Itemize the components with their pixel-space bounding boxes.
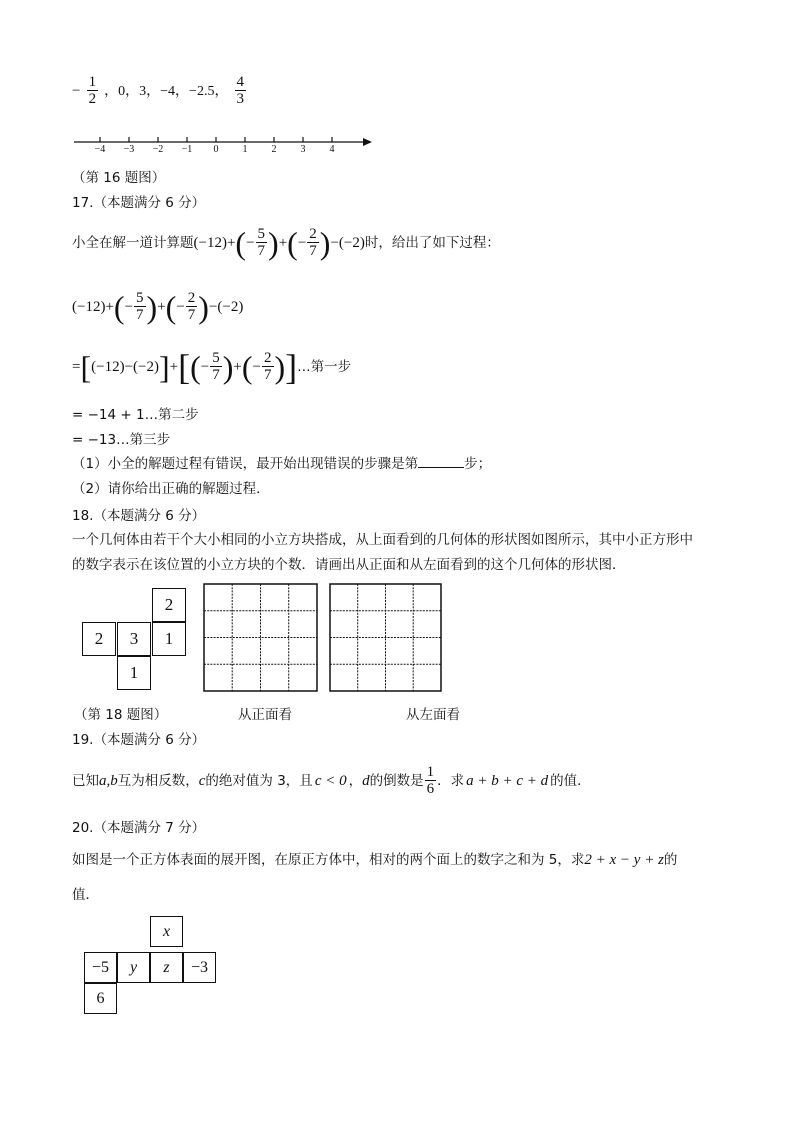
top-view-cell: 1 (117, 656, 151, 690)
paren: ( (165, 288, 177, 325)
answer-blank[interactable] (418, 455, 464, 468)
expr-term: (−12) (72, 298, 106, 315)
minus-sign: − (124, 358, 134, 375)
minus-sign: − (297, 234, 307, 251)
fraction: $\frac{5}{7}$ (136, 290, 144, 323)
paren: ( (190, 348, 201, 385)
left-view-label: 从左面看 (406, 707, 460, 723)
minus-sign: − (72, 83, 81, 99)
expr-term: (−2) (133, 358, 159, 375)
top-view-cell: 2 (152, 588, 186, 622)
equals-sign: = (72, 358, 81, 375)
q17-header: 17.（本题满分 6 分） (72, 195, 206, 211)
q17-step2: = −14 + 1…第二步 (72, 407, 199, 423)
q17-intro (72, 226, 500, 259)
q18-line1: 一个几何体由若干个大小相同的小立方块搭成，从上面看到的几何体的形状图如图所示，其中小正方形中 (72, 532, 693, 548)
q17-intro-post: 时，给出了如下过程： (364, 234, 500, 251)
q19-text: 已知 (72, 772, 99, 789)
fraction: $\frac{2}{7}$ (264, 350, 272, 383)
q19-text: 互为相反数， (117, 772, 199, 789)
net-face: −3 (183, 952, 216, 983)
net-face: z (150, 952, 183, 983)
part1-suffix: 步； (464, 456, 492, 472)
expr-term: (−2) (338, 234, 365, 251)
paren: ( (287, 224, 298, 261)
comma: , (106, 772, 111, 789)
net-face: x (150, 916, 183, 947)
bracket: [ (80, 348, 92, 385)
q16-number-list (72, 74, 247, 107)
number-line-tick-label: 2 (271, 144, 277, 155)
paren: ) (146, 288, 158, 325)
q19-text: 的倒数是 (369, 772, 424, 789)
minus-sign: − (246, 234, 255, 251)
fraction: $\frac{5}{7}$ (212, 350, 220, 383)
paren: ) (222, 348, 234, 385)
minus-sign: − (208, 298, 218, 315)
number-line-tick-label: −3 (123, 144, 135, 155)
top-view-cell: 1 (152, 622, 186, 656)
expr-term: (−12) (91, 358, 125, 375)
q17-intro-pre: 小全在解一道计算题 (72, 234, 194, 251)
left-view-grid[interactable] (329, 583, 443, 693)
q20-text: 如图是一个正方体表面的展开图，在原正方体中，相对的两个面上的数字之和为 5，求 (72, 852, 585, 868)
paren: ) (268, 224, 279, 261)
sum-expression: a + b + c + d (466, 772, 549, 789)
q17-expression (72, 290, 243, 323)
paren: ) (274, 348, 286, 385)
q18-header: 18.（本题满分 6 分） (72, 508, 206, 524)
plus-sign: + (105, 298, 114, 315)
q20-line1 (72, 851, 677, 869)
top-view-cell: 3 (117, 622, 151, 656)
var-d: d (362, 772, 370, 789)
minus-sign: − (252, 358, 261, 375)
var-a: a (99, 772, 107, 789)
expr-term: (−12) (193, 234, 227, 251)
q16-caption: （第 16 题图） (72, 170, 166, 186)
bracket: ] (285, 346, 298, 387)
part1-text: （1）小全的解题过程有错误，最开始出现错误的步骤是第 (72, 456, 419, 472)
number-line-tick-label: −4 (94, 144, 106, 155)
q19-header: 19.（本题满分 6 分） (72, 732, 206, 748)
number-line-tick-label: 3 (300, 144, 306, 155)
bracket: [ (178, 346, 191, 387)
net-face: 6 (84, 983, 117, 1014)
net-face: −5 (84, 952, 117, 983)
q17-part2: （2）请你给出正确的解题过程． (72, 481, 270, 497)
var-c: c (198, 772, 206, 789)
target-expression: 2 + x − y + z (584, 852, 664, 868)
number-list-text: ，0，3，−4，−2.5， (104, 84, 229, 99)
paren: ) (198, 288, 209, 325)
q19-text: 的绝对值为 3，且 (205, 772, 313, 789)
number-line-tick-label: −1 (181, 144, 193, 155)
plus-sign: + (278, 234, 288, 251)
q17-step1 (72, 346, 352, 387)
q18-caption: （第 18 题图） (74, 707, 168, 723)
bracket: ] (159, 348, 170, 385)
var-b: b (110, 772, 118, 789)
q20-text: 的 (663, 852, 678, 868)
expr-term: (−2) (217, 298, 244, 315)
number-line-tick-label: 4 (329, 144, 335, 155)
fraction-one-sixth: $\frac{1}{6}$ (426, 764, 435, 797)
plus-sign: + (169, 358, 179, 375)
q19-text: ．求 (437, 772, 465, 789)
fraction: $\frac{5}{7}$ (257, 226, 266, 259)
step1-label: …第一步 (297, 358, 352, 375)
paren: ( (235, 224, 247, 261)
net-face: y (117, 952, 150, 983)
fraction-one-half: $\frac{1}{2}$ (88, 74, 97, 107)
plus-sign: + (233, 358, 242, 375)
q20-line2: 值． (72, 887, 99, 903)
q19-problem (72, 764, 591, 797)
minus-sign: − (176, 298, 185, 315)
q19-text: 的值． (550, 772, 591, 789)
paren: ( (113, 288, 125, 325)
q18-line2: 的数字表示在该位置的小立方块的个数．请画出从正面和从左面看到的这个几何体的形状图． (72, 557, 626, 573)
number-line-tick-label: 0 (213, 144, 219, 155)
paren: ) (319, 224, 331, 261)
number-line-tick-label: −2 (152, 144, 164, 155)
number-line-tick-label: 1 (242, 144, 248, 155)
minus-sign: − (200, 358, 210, 375)
fraction: $\frac{2}{7}$ (309, 226, 317, 259)
q17-part1 (72, 455, 491, 473)
plus-sign: + (157, 298, 166, 315)
q17-step3: = −13…第三步 (72, 432, 171, 448)
fraction: $\frac{2}{7}$ (187, 290, 196, 323)
front-view-grid[interactable] (203, 583, 319, 693)
minus-sign: − (124, 298, 134, 315)
fraction-four-thirds: $\frac{4}{3}$ (236, 74, 245, 107)
plus-sign: + (226, 234, 236, 251)
top-view-cell: 2 (82, 622, 116, 656)
paren: ( (241, 348, 253, 385)
condition: c < 0 (314, 772, 347, 789)
q19-text: ， (348, 772, 363, 789)
minus-sign: − (330, 234, 339, 251)
front-view-label: 从正面看 (238, 707, 292, 723)
q20-header: 20.（本题满分 7 分） (72, 820, 206, 836)
